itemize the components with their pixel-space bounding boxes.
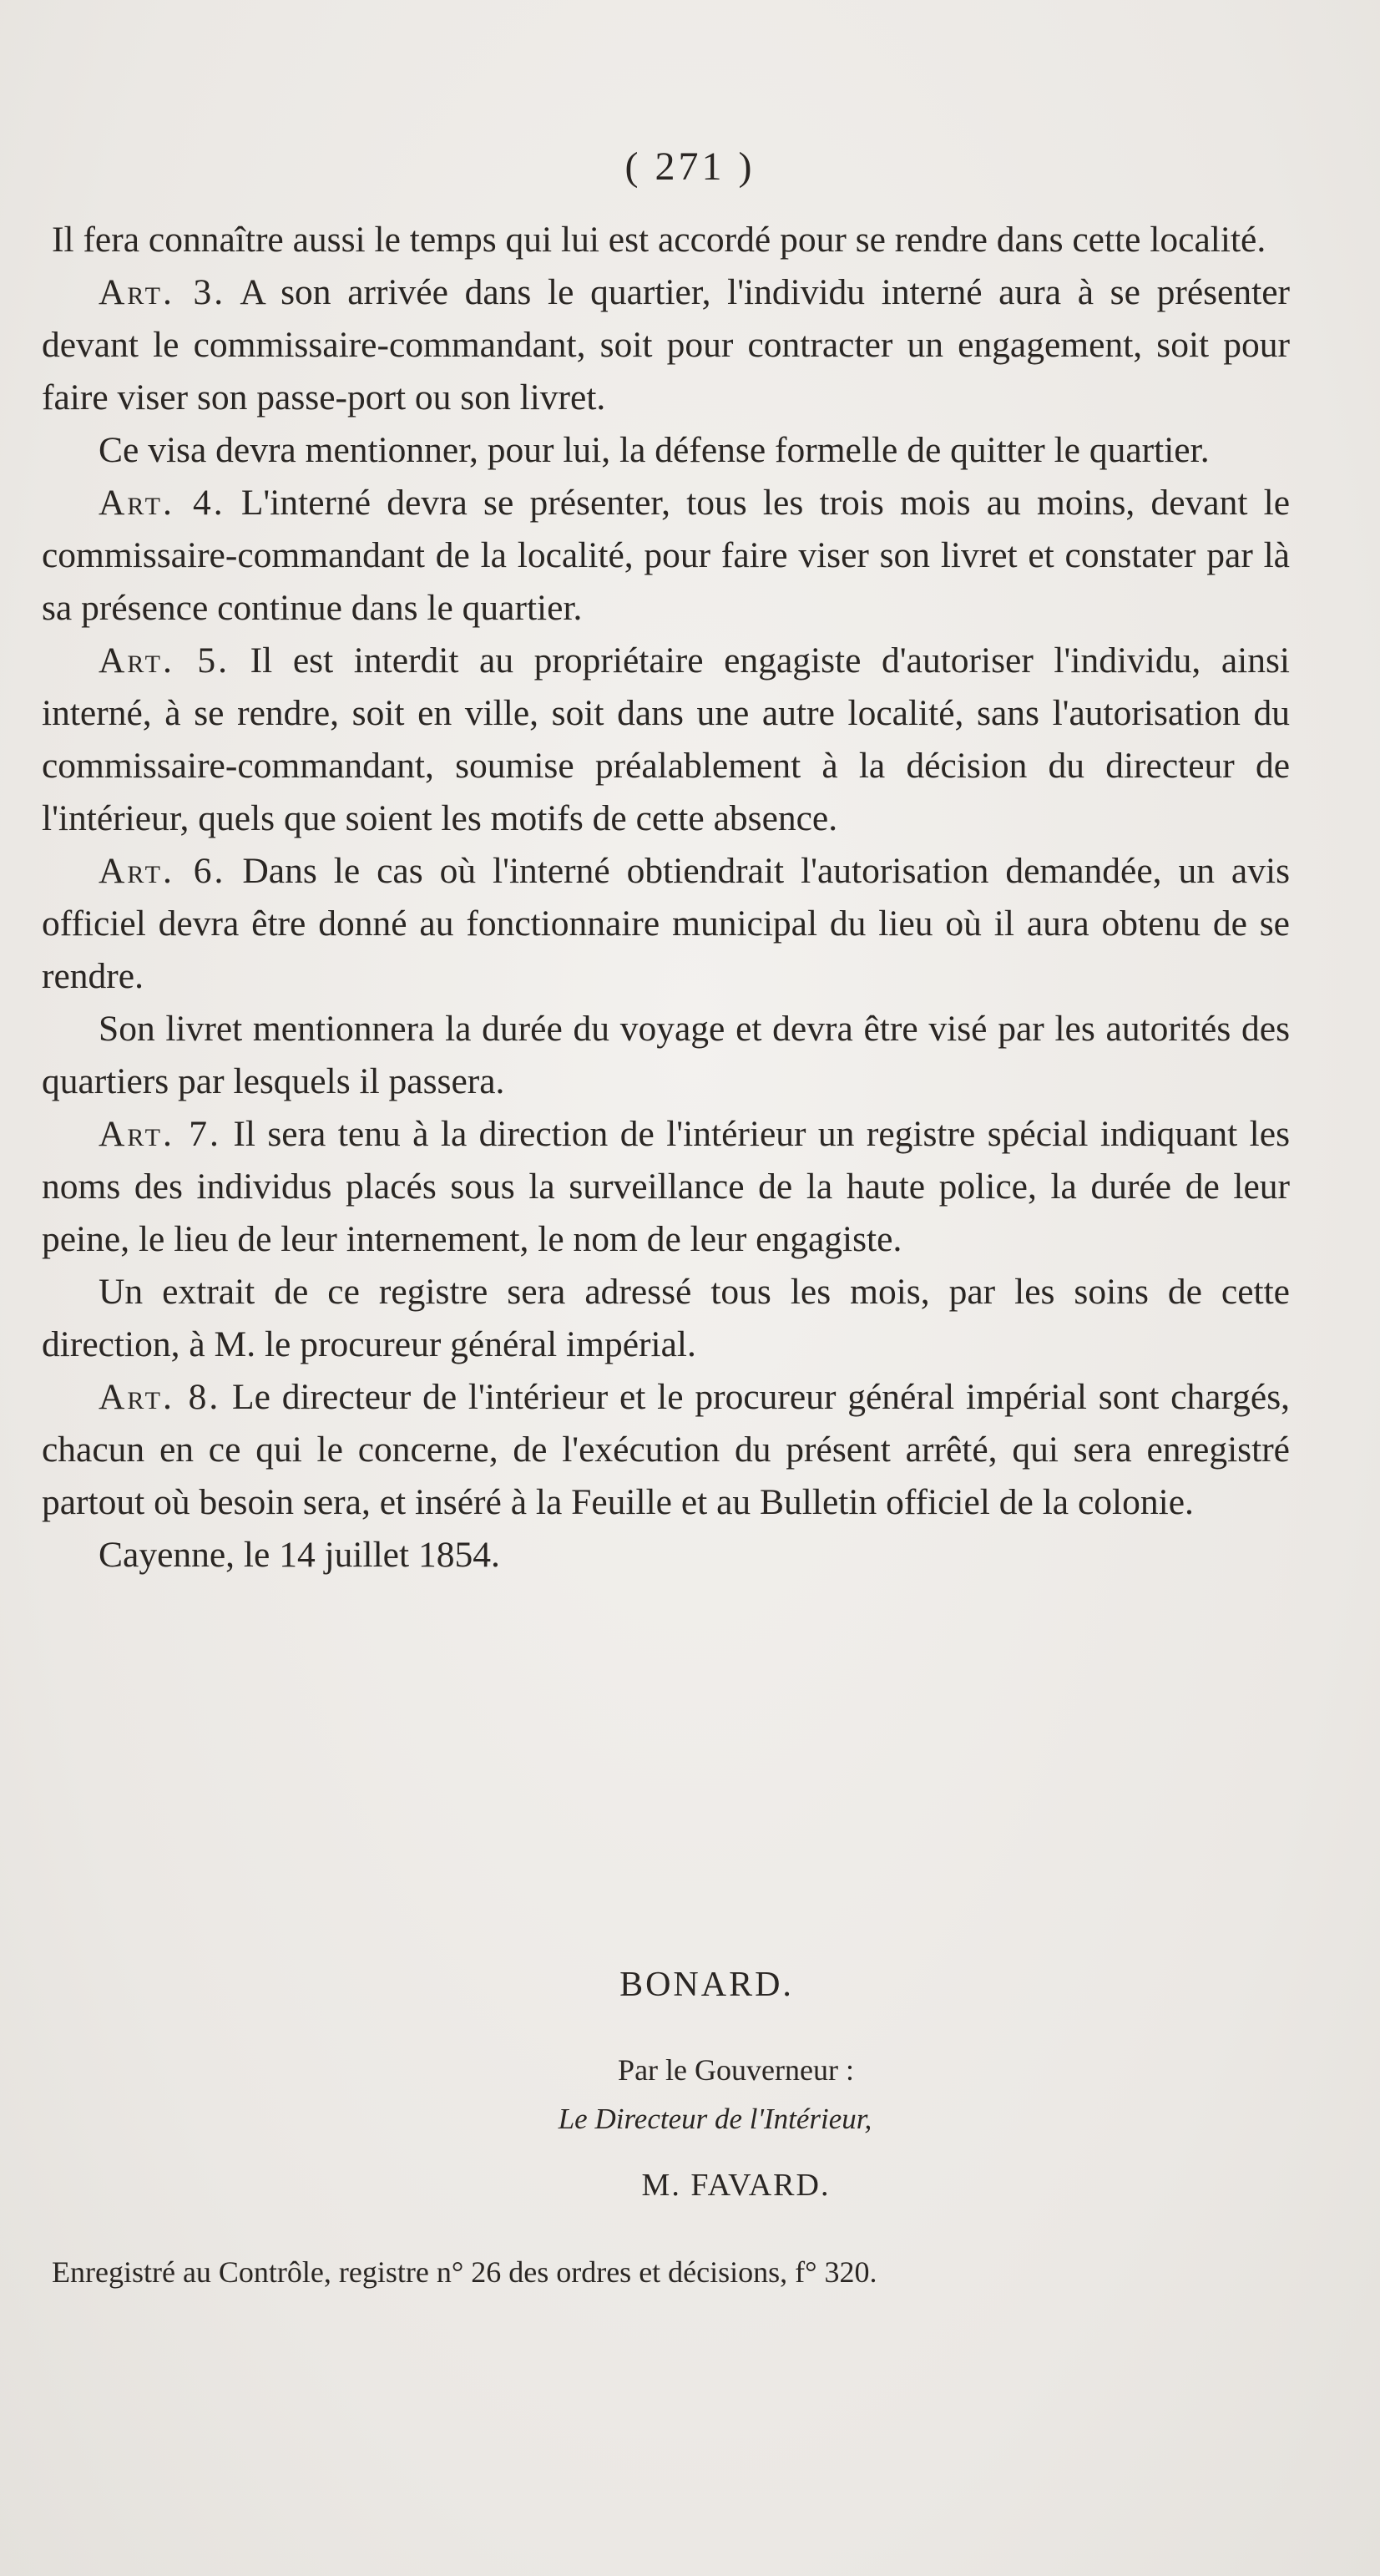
article-label: Art. 5. — [99, 640, 230, 681]
article-text: L'interné devra se présenter, tous les trois mois au moins, devant le commissaire-commandant de la localité, pour faire viser son livret et constater par là sa présence continue dans le quartier. — [42, 483, 1290, 628]
article-7 — [42, 1108, 1290, 1266]
paragraph-intro — [42, 214, 1290, 266]
article-8 — [42, 1371, 1290, 1529]
article-label: Art. 3. — [99, 272, 226, 312]
article-label: Art. 8. — [99, 1377, 221, 1417]
registration-note: Enregistré au Contrôle, registre n° 26 des ordres et décisions, f° 320. — [52, 2255, 877, 2289]
date-text: Cayenne, le 14 juillet 1854. — [99, 1535, 500, 1575]
paragraph-text: Un extrait de ce registre sera adressé tous les mois, par les soins de cette direction, à M. le procureur général impérial. — [42, 1272, 1290, 1364]
signature-name: BONARD. — [619, 1966, 794, 2004]
director-name: M. FAVARD. — [641, 2168, 831, 2203]
decree-body — [42, 214, 1290, 1582]
article-text: Le directeur de l'intérieur et le procureur général impérial sont chargés, chacun en ce qui le concerne, de l'exécution du présent arrêté, qui sera enregistré partout où besoin sera, et inséré à la Feuille et au Bulletin officiel de la colonie. — [42, 1377, 1290, 1522]
governor-label: Par le Gouverneur : — [618, 2053, 854, 2087]
paragraph-visa — [42, 424, 1290, 477]
paragraph-extrait — [42, 1266, 1290, 1371]
article-4 — [42, 477, 1290, 635]
article-5 — [42, 635, 1290, 845]
article-label: Art. 4. — [99, 483, 225, 523]
article-text: Il est interdit au propriétaire engagiste d'autoriser l'individu, ainsi interné, à se rendre, soit en ville, soit dans une autre localité, sans l'autorisation du commissaire-commandant, soumise préalablement à la décision du directeur de l'intérieur, quels que soient les motifs de cette absence. — [42, 640, 1291, 838]
paragraph-text: Son livret mentionnera la durée du voyage et devra être visé par les autorités des quartiers par lesquels il passera. — [42, 1009, 1290, 1101]
article-label: Art. 6. — [99, 851, 226, 891]
paragraph-text: Ce visa devra mentionner, pour lui, la défense formelle de quitter le quartier. — [99, 430, 1210, 470]
article-text: A son arrivée dans le quartier, l'individu interné aura à se présenter devant le commissaire-commandant, soit pour contracter un engagement, soit pour faire viser son passe-port ou son livret. — [42, 272, 1290, 418]
director-title: Le Directeur de l'Intérieur, — [558, 2103, 872, 2135]
article-text: Dans le cas où l'interné obtiendrait l'autorisation demandée, un avis officiel devra être donné au fonctionnaire municipal du lieu où il aura obtenu de se rendre. — [42, 851, 1290, 996]
article-6 — [42, 845, 1290, 1003]
page-number: ( 271 ) — [624, 144, 756, 189]
paragraph-text: Il fera connaître aussi le temps qui lui est accordé pour se rendre dans cette localité. — [52, 220, 1266, 260]
paragraph-livret — [42, 1003, 1290, 1108]
article-text: Il sera tenu à la direction de l'intérieur un registre spécial indiquant les noms des individus placés sous la surveillance de la haute police, la durée de leur peine, le lieu de leur internement, le nom de leur engagiste. — [42, 1114, 1290, 1259]
article-label: Art. 7. — [99, 1114, 221, 1154]
article-3 — [42, 266, 1290, 424]
date-line — [42, 1529, 1290, 1582]
